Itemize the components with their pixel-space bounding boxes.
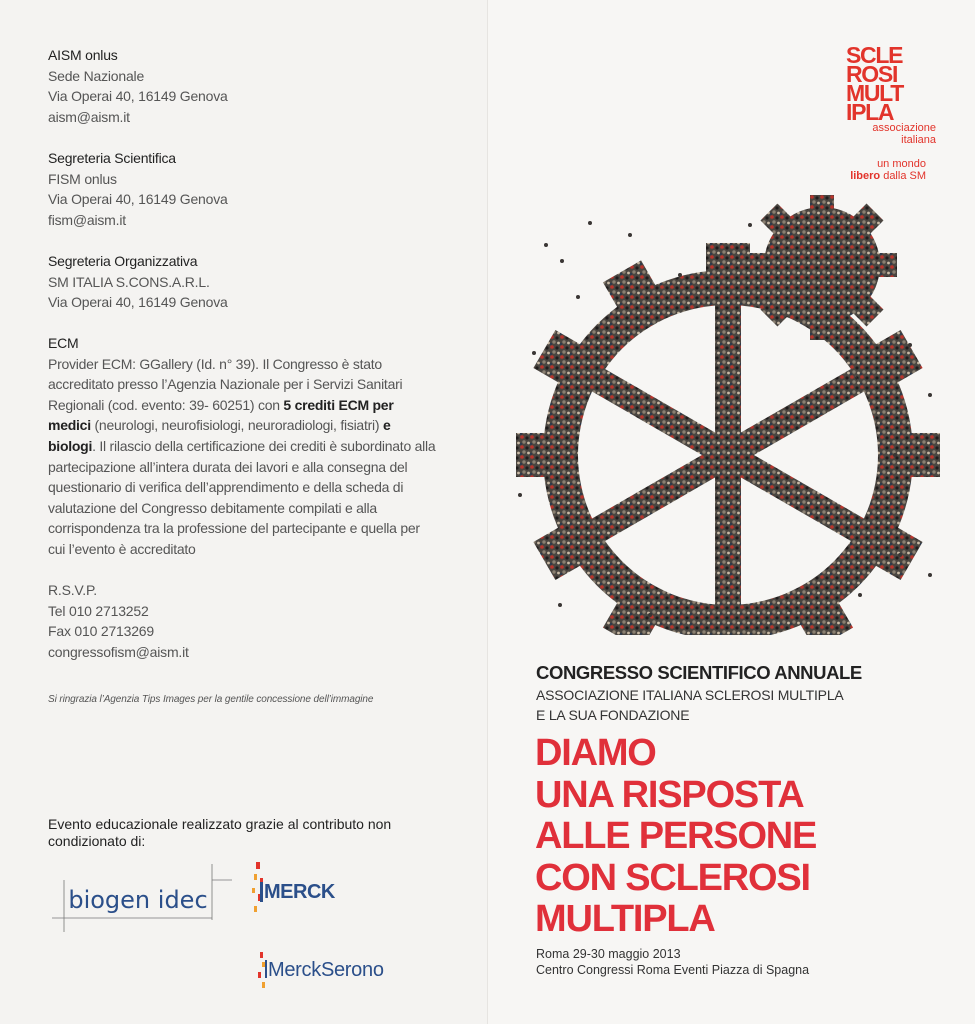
seg-sci-line: FISM onlus <box>48 170 117 187</box>
image-credit: Si ringrazia l’Agenzia Tips Images per la gentile concessione dell’immagine <box>48 694 374 705</box>
sclerosi-multipla-logo <box>846 42 936 146</box>
ecm-block <box>48 333 438 560</box>
aism-line: aism@aism.it <box>48 108 130 125</box>
tagline-rest: dalla SM <box>880 170 926 182</box>
sponsor-text: Evento educazionale realizzato grazie al contributo non condizionato di: <box>48 816 392 849</box>
logo-association: associazione italiana <box>872 122 936 146</box>
seg-sci-title: Segreteria Scientifica <box>48 150 176 166</box>
ecm-biologi: e biologi <box>48 417 391 454</box>
congress-subtitle <box>536 686 844 725</box>
seg-sci-block <box>48 148 228 230</box>
event-date-venue <box>536 946 809 978</box>
headline <box>535 733 816 941</box>
headline-line: UNA RISPOSTA <box>535 773 804 816</box>
crowd-gear-image <box>500 195 960 635</box>
rsvp-email[interactable]: congressofism@aism.it <box>48 643 189 660</box>
ecm-title: ECM <box>48 335 79 351</box>
seg-org-line: SM ITALIA S.CONS.A.R.L. <box>48 273 210 290</box>
serono-wordmark: MerckSerono <box>268 959 384 981</box>
logo-word: ROSI <box>846 61 898 87</box>
headline-line: ALLE PERSONE <box>535 815 817 857</box>
rsvp-fax: Fax 010 2713269 <box>48 623 154 640</box>
seg-sci-line: Via Operai 40, 16149 Genova <box>48 191 228 208</box>
congress-subtitle-line: ASSOCIAZIONE ITALIANA SCLEROSI MULTIPLA <box>536 687 844 703</box>
congress-title: CONGRESSO SCIENTIFICO ANNUALE <box>536 662 862 683</box>
logo-word: SCLE <box>846 42 903 68</box>
headline-line: CON SCLEROSI <box>535 856 810 899</box>
merck-wordmark: MERCK <box>264 881 335 903</box>
seg-sci-line: fism@aism.it <box>48 211 126 228</box>
logo-tagline <box>826 158 926 182</box>
logo-word: IPLA <box>846 99 894 125</box>
merck-logo <box>250 860 350 920</box>
merck-serono-logo <box>258 950 408 990</box>
ecm-text-part: Provider ECM: GGallery (Id. n° 39). Il Congresso è stato accreditato presso l’Agenzia Nazionale per i Servizi Sanitari Regionali (cod. evento: 39- 60251) con <box>48 355 403 413</box>
headline-line: DIAMO <box>535 732 656 774</box>
event-venue: Centro Congressi Roma Eventi Piazza di Spagna <box>536 963 810 977</box>
tagline-libero: libero <box>850 170 881 182</box>
seg-org-block <box>48 251 228 313</box>
ecm-text-part: . Il rilascio della certificazione dei crediti è subordinato alla partecipazione all’intera durata dei lavori e alla consegna del questionario di verifica dell’apprendimento e della scheda di valutazione del Congresso debitamente compilati e alla corrispondenza tra la professione del partecipante e quella per cui l’evento è accreditato <box>48 437 436 557</box>
ecm-text-part: (neurologi, neurofisiologi, neuroradiologi, fisiatri) <box>90 417 383 434</box>
seg-org-title: Segreteria Organizzativa <box>48 253 198 269</box>
ecm-credits: 5 crediti ECM per medici <box>48 396 394 434</box>
event-date: Roma 29-30 maggio 2013 <box>536 947 681 961</box>
rsvp-line: R.S.V.P. <box>48 582 97 598</box>
aism-line: Sede Nazionale <box>48 67 145 84</box>
aism-title: AISM onlus <box>48 47 118 63</box>
biogen-wordmark: biogen idec <box>68 886 208 914</box>
rsvp-block <box>48 580 189 662</box>
aism-line: Via Operai 40, 16149 Genova <box>48 88 228 105</box>
tagline-line: un mondo <box>877 158 926 170</box>
rsvp-phone: Tel 010 2713252 <box>48 602 149 619</box>
logo-word: MULT <box>846 80 903 106</box>
headline-line: MULTIPLA <box>535 898 715 940</box>
seg-org-line: Via Operai 40, 16149 Genova <box>48 294 228 311</box>
tagline-line2 <box>826 170 926 182</box>
congress-subtitle-line: E LA SUA FONDAZIONE <box>536 706 690 723</box>
aism-block <box>48 45 228 127</box>
fold-line <box>487 0 488 1024</box>
biogen-idec-logo <box>40 862 235 934</box>
ecm-text <box>48 354 438 560</box>
